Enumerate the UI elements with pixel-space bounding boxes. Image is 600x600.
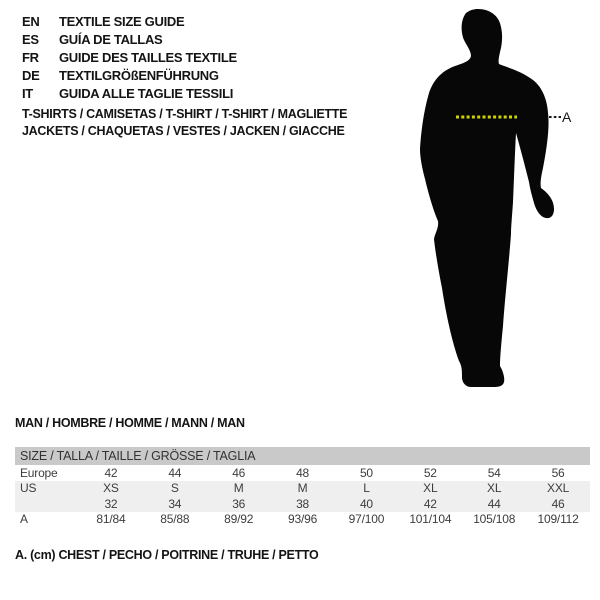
language-guide-title: GUÍA DE TALLAS (59, 32, 163, 47)
size-cell: 34 (168, 496, 182, 511)
row-label: A (20, 512, 28, 527)
size-cell: 81/84 (96, 512, 126, 527)
size-cell: 93/96 (288, 512, 318, 527)
language-code: EN (22, 14, 40, 29)
size-cell: S (170, 481, 179, 496)
size-cell: 44 (487, 496, 501, 511)
language-guide-title: TEXTILE SIZE GUIDE (59, 14, 185, 29)
size-cell: 109/112 (537, 512, 579, 527)
garment-line-jackets: JACKETS / CHAQUETAS / VESTES / JACKEN / GIACCHE (22, 124, 345, 138)
language-row (22, 31, 237, 49)
size-cell: 89/92 (224, 512, 254, 527)
gender-section-title: MAN / HOMBRE / HOMME / MANN / MAN (15, 416, 245, 430)
size-cell: 42 (104, 465, 118, 480)
language-code: FR (22, 50, 39, 65)
size-cell: 40 (359, 496, 373, 511)
size-cell: 85/88 (160, 512, 190, 527)
size-table-header: SIZE / TALLA / TAILLE / GRÖSSE / TAGLIA (15, 447, 590, 465)
row-label (15, 496, 79, 512)
language-guide-title: GUIDA ALLE TAGLIE TESSILI (59, 86, 234, 101)
language-code: ES (22, 32, 39, 47)
table-row-europe (15, 465, 590, 481)
size-cell: L (363, 481, 370, 496)
size-cell: 105/108 (473, 512, 516, 527)
measure-label-a: A (562, 109, 572, 125)
size-cell: 36 (232, 496, 246, 511)
size-cell: 54 (487, 465, 501, 480)
language-guide-title: TEXTILGRÖßENFÜHRUNG (59, 68, 219, 83)
size-table (15, 447, 590, 527)
size-cell: XS (103, 481, 119, 496)
size-cell: 38 (296, 496, 310, 511)
size-cell: 44 (168, 465, 182, 480)
size-cell: 42 (423, 496, 437, 511)
language-row (22, 49, 237, 67)
size-cell: 46 (551, 496, 565, 511)
language-list (22, 13, 237, 103)
size-table-header-row (15, 447, 590, 465)
row-label: US (20, 481, 37, 496)
size-cell: XL (487, 481, 502, 496)
language-row (22, 67, 237, 85)
man-silhouette (420, 9, 554, 387)
garment-types (22, 106, 347, 140)
size-cell: 101/104 (409, 512, 452, 527)
table-row-numeric (15, 496, 590, 512)
size-cell: 97/100 (348, 512, 385, 527)
size-cell: 46 (232, 465, 246, 480)
size-cell: 50 (359, 465, 373, 480)
language-code: IT (22, 86, 33, 101)
table-row-us (15, 481, 590, 497)
size-cell: M (233, 481, 244, 496)
man-figure (395, 4, 585, 396)
measurement-footnote: A. (cm) CHEST / PECHO / POITRINE / TRUHE / PETTO (15, 548, 319, 562)
language-row (22, 85, 237, 103)
size-cell: XXL (547, 481, 570, 496)
language-row (22, 13, 237, 31)
language-code: DE (22, 68, 40, 83)
size-cell: 48 (296, 465, 310, 480)
garment-line-tshirts: T-SHIRTS / CAMISETAS / T-SHIRT / T-SHIRT / MAGLIETTE (22, 107, 348, 121)
size-cell: XL (423, 481, 438, 496)
size-cell: 32 (104, 496, 118, 511)
size-cell: M (297, 481, 308, 496)
language-guide-title: GUIDE DES TAILLES TEXTILE (59, 50, 237, 65)
row-label: Europe (20, 465, 58, 480)
table-row-chest-cm (15, 512, 590, 528)
size-cell: 52 (423, 465, 437, 480)
size-cell: 56 (551, 465, 565, 480)
